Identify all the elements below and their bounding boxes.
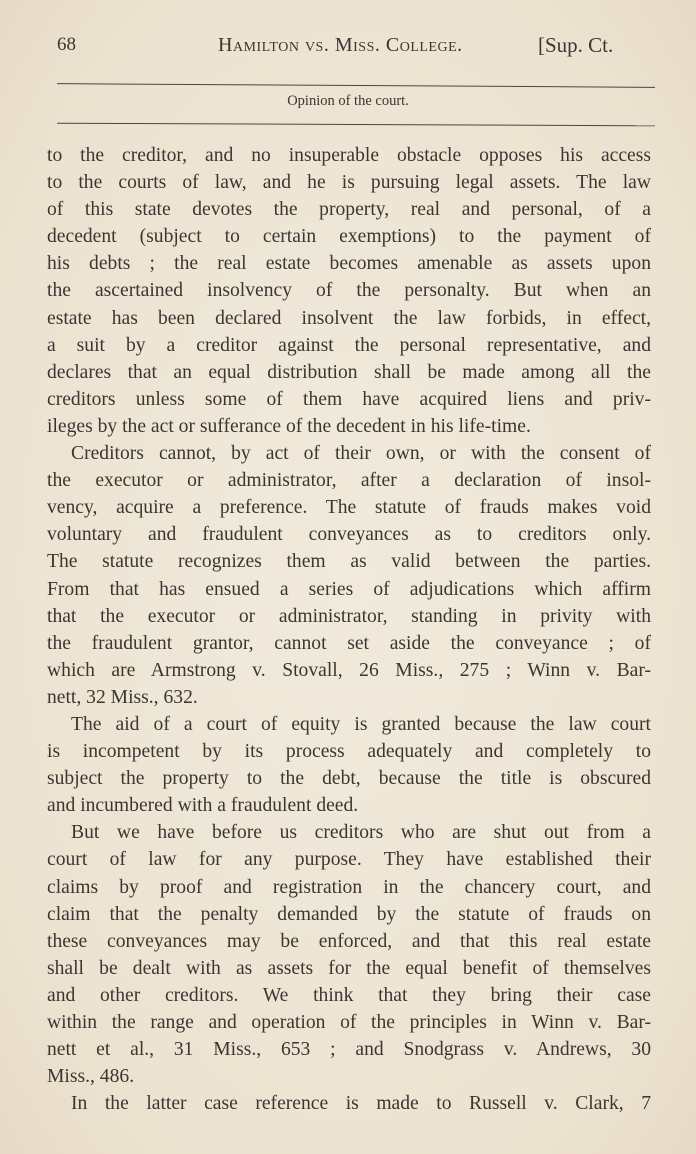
text-line: claims by proof and registration in the chancery court, and: [47, 876, 651, 898]
text-line: creditors unless some of them have acquired liens and priv-: [47, 388, 651, 410]
text-line: From that has ensued a series of adjudications which affirm: [47, 578, 651, 600]
text-line: vency, acquire a preference. The statute of frauds makes void: [47, 497, 651, 519]
text-line: a suit by a creditor against the personal representative, and: [47, 334, 651, 356]
text-line: Creditors cannot, by act of their own, or with the consent of: [71, 443, 651, 465]
page-number: 68: [57, 34, 76, 55]
text-line: that the executor or administrator, standing in privity with: [47, 605, 651, 627]
text-line: the fraudulent grantor, cannot set aside the conveyance ; of: [47, 632, 651, 654]
text-line: the ascertained insolvency of the personalty. But when an: [47, 280, 651, 302]
text-line: to the courts of law, and he is pursuing legal assets. The law: [47, 172, 651, 194]
text-line: the executor or administrator, after a declaration of insol-: [47, 470, 651, 492]
text-line: these conveyances may be enforced, and that this real estate: [47, 930, 651, 952]
text-line: voluntary and fraudulent conveyances as to creditors only.: [47, 524, 651, 546]
court-label: [Sup. Ct.: [538, 33, 614, 57]
header-rule: [57, 83, 655, 88]
text-line: declares that an equal distribution shall be made among all the: [47, 361, 651, 383]
text-line: Miss., 486.: [47, 1066, 135, 1088]
text-line: is incompetent by its process adequately and completely to: [47, 741, 651, 763]
text-line: within the range and operation of the principles in Winn v. Bar-: [47, 1012, 651, 1033]
body-text: [47, 142, 651, 1117]
text-line: The statute recognizes them as valid between the parties.: [47, 551, 651, 573]
text-line: nett et al., 31 Miss., 653 ; and Snodgrass v. Andrews, 30: [47, 1039, 651, 1061]
running-title: Hamilton vs. Miss. College.: [218, 34, 463, 56]
text-line: The aid of a court of equity is granted because the law court: [71, 713, 651, 735]
text-line: court of law for any purpose. They have established their: [47, 849, 651, 871]
text-line: decedent (subject to certain exemptions) to the payment of: [47, 226, 651, 248]
text-line: and other creditors. We think that they bring their case: [47, 984, 651, 1006]
text-line: shall be dealt with as assets for the equal benefit of themselves: [47, 957, 651, 979]
text-line: subject the property to the debt, because the title is obscured: [47, 768, 651, 790]
text-line: claim that the penalty demanded by the statute of frauds on: [47, 903, 651, 925]
text-line: to the creditor, and no insuperable obstacle opposes his access: [47, 145, 651, 166]
text-line: But we have before us creditors who are shut out from a: [71, 822, 651, 844]
text-line: his debts ; the real estate becomes amenable as assets upon: [47, 253, 651, 275]
text-line: nett, 32 Miss., 632.: [47, 686, 198, 708]
text-line: and incumbered with a fraudulent deed.: [47, 795, 359, 817]
text-line: of this state devotes the property, real and personal, of a: [47, 199, 651, 221]
text-line: which are Armstrong v. Stovall, 26 Miss., 275 ; Winn v. Bar-: [47, 659, 651, 681]
section-rule: [57, 123, 655, 127]
section-heading: Opinion of the court.: [287, 93, 409, 109]
text-line: In the latter case reference is made to Russell v. Clark, 7: [71, 1093, 651, 1115]
text-line: estate has been declared insolvent the law forbids, in effect,: [47, 307, 651, 329]
text-line: ileges by the act or sufferance of the decedent in his life-time.: [47, 415, 531, 437]
